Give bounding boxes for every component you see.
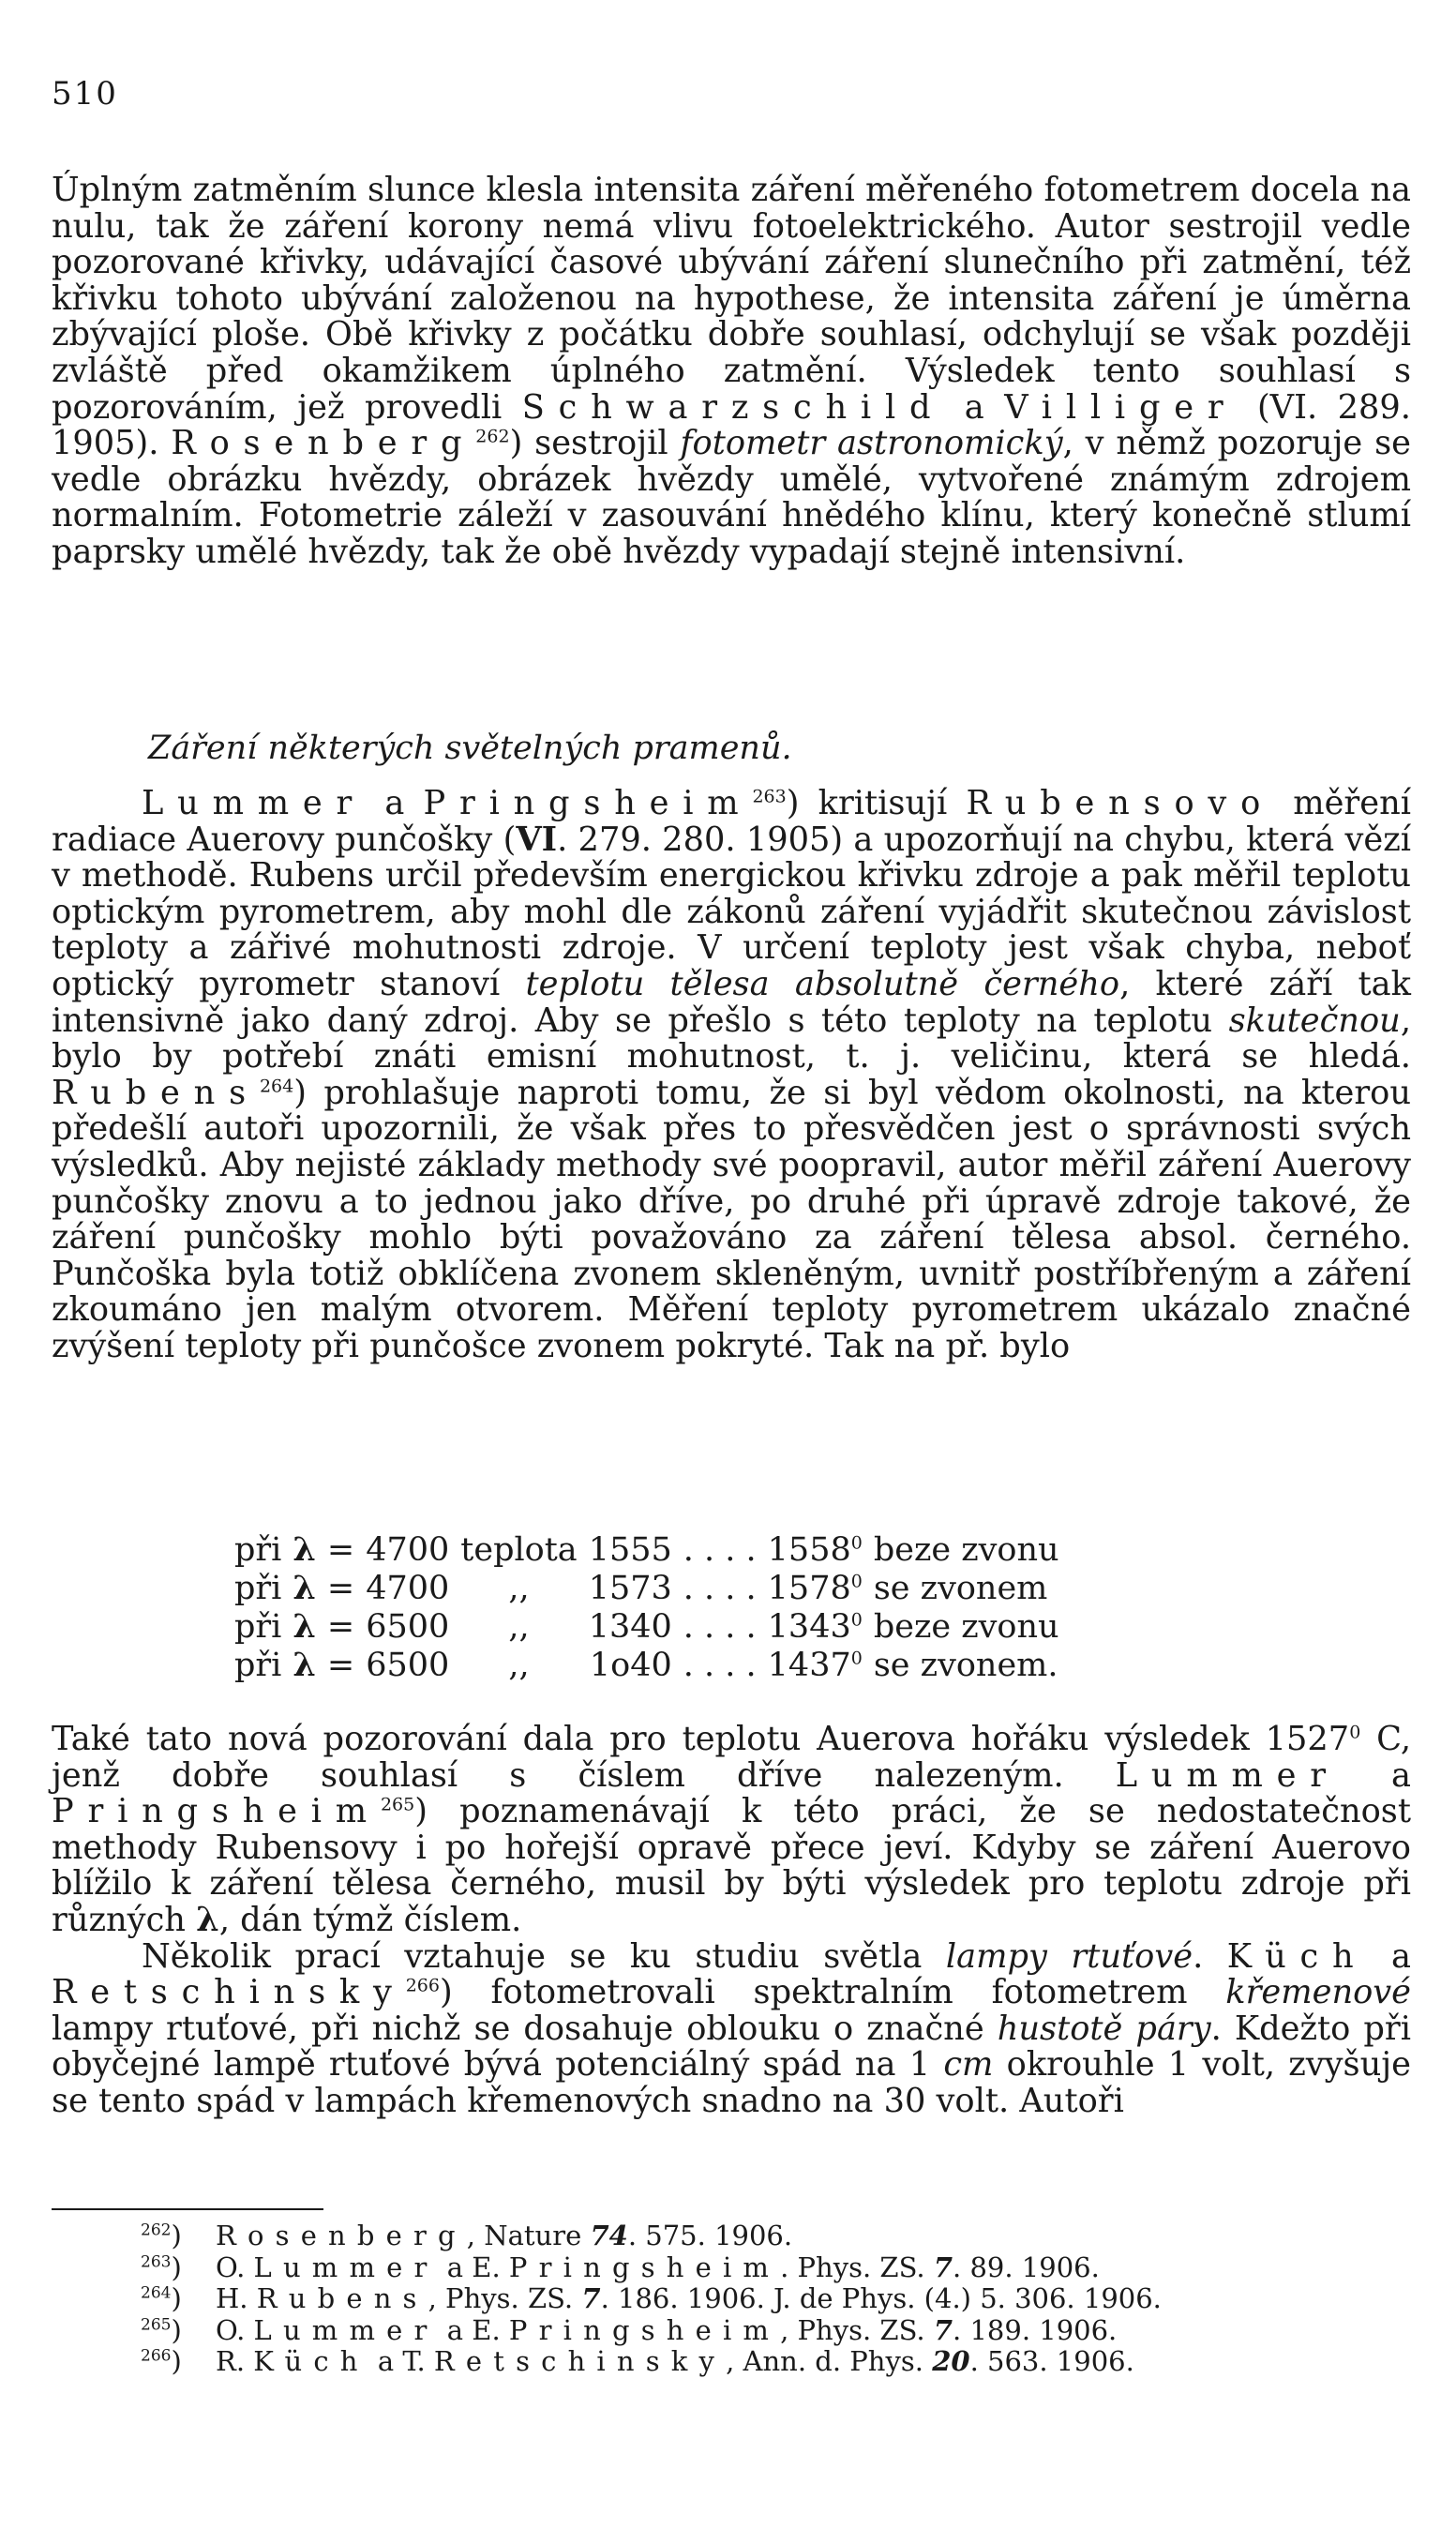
- footnote-divider: [52, 2208, 323, 2210]
- paragraph-auer-mantle: Lummer a Pringsheim$^{263}$) kritisují Rubensovo měření radiace Auerovy punčošky (VI. 279. 280. 1905) a upozorňují na chybu, která vězí v methodě. Rubens určil především energickou křivku zdroje a pak měřil teplotu optickým pyrometrem, aby mohl dle zákonů záření vyjádřit skutečnou závislost teploty a zářivé mohutnosti zdroje. V určení teploty jest však chyba, neboť optický pyrometr stanoví teplotu tělesa absolutně černého, které září tak intensivně jako daný zdroj. Aby se přešlo s této teploty na teplotu skutečnou, bylo by potřebí znáti emisní mohutnost, t. j. veličinu, která se hledá. Rubens$^{264}$) prohlašuje naproti tomu, že si byl vědom okolnosti, na kterou předešlí autoři upozornili, že však přes to přesvědčen jest o správnosti svých výsledků. Aby nejisté základy methody své poopravil, autor měřil záření Auerovy punčošky znovu a to jednou jako dříve, po druhé při úpravě zdroje takové, že záření punčošky mohlo býti považováno za záření tělesa absol. černého. Punčoška byla totiž obklíčena zvonem skleněným, uvnitř postříbřeným a záření zkoumáno jen malým otvorem. Měření teploty pyrometrem ukázalo značné zvýšení teploty při punčošce zvonem pokryté. Tak na př. bylo: [52, 784, 1411, 1365]
- page-number: 510: [52, 75, 118, 113]
- footnote: $^{263}$) O. Lummer a E. Pringsheim. Phys. ZS. 7. 89. 1906.: [141, 2251, 1100, 2283]
- footnote: $^{266}$) R. Küch a T. Retschinsky, Ann. d. Phys. 20. 563. 1906.: [141, 2345, 1134, 2377]
- author-name: Schwarzschild: [521, 387, 945, 427]
- section-heading: Záření některých světelných pramenů.: [148, 730, 792, 767]
- footnote: $^{262}$) Rosenberg, Nature 74. 575. 1906.: [141, 2220, 793, 2251]
- table-row: při λ = 6500 ,, 1340 . . . . 1343$^0$ beze zvonu: [234, 1607, 1059, 1646]
- author-name: Rubensovo: [966, 784, 1275, 822]
- table-row: při λ = 4700 ,, 1573 . . . . 1578$^0$ se zvonem: [234, 1569, 1048, 1607]
- footnote-ref: 266: [405, 1975, 440, 1996]
- author-name: Pringsheim: [423, 784, 753, 822]
- author-name: Pringsheim: [52, 1792, 381, 1831]
- author-name: Küch: [1226, 1936, 1368, 1976]
- footnote: $^{265}$) O. Lummer a E. Pringsheim, Phys. ZS. 7. 189. 1906.: [141, 2313, 1118, 2346]
- author-name: Lummer: [142, 784, 367, 822]
- table-row: při λ = 4700 teplota 1555 . . . . 1558$^0$ beze zvonu: [234, 1530, 1059, 1569]
- author-name: Rubens: [52, 1073, 260, 1112]
- footnote-ref: 262: [475, 426, 510, 447]
- footnote-ref: 263: [752, 786, 787, 807]
- footnotes: [141, 2220, 1162, 2378]
- measurement-table: [234, 1530, 1071, 1684]
- paragraph-auer-result: Také tato nová pozorování dala pro teplotu Auerova hořáku výsledek 1527$^0$ C, jenž dobře souhlasí s číslem dříve nalezeným. Lummer a Pringsheim$^{265}$) poznamenávají k této práci, že se nedostatečnost methody Rubensovy i po hořejší opravě přece jeví. Kdyby se záření Auerovo blížilo k záření tělesa černého, musil by býti výsledek pro teplotu zdroje při různých λ, dán týmž číslem. Několik prací vztahuje se ku studiu světla lampy rtuťové. Küch a Retschinsky$^{266}$) fotometrovali spektralním fotometrem křemenové lampy rtuťové, při nichž se dosahuje oblouku o značné hustotě páry. Kdežto při obyčejné lampě rtuťové bývá potenciálný spád na 1 cm okrouhle 1 volt, zvyšuje se tento spád v lampách křemenových snadno na 30 volt. Autoři: [52, 1720, 1412, 2120]
- author-name: Villiger: [1004, 387, 1238, 427]
- footnote: $^{264}$) H. Rubens, Phys. ZS. 7. 186. 1906. J. de Phys. (4.) 5. 306. 1906.: [141, 2282, 1162, 2314]
- author-name: Rosenberg: [171, 424, 476, 463]
- footnote-ref: 265: [380, 1794, 415, 1815]
- table-row: při λ = 6500 ,, 1o40 . . . . 1437$^0$ se zvonem.: [234, 1646, 1058, 1684]
- author-name: Retschinsky: [52, 1973, 406, 2012]
- footnote-ref: 264: [259, 1076, 294, 1097]
- paragraph-eclipse-photometry: Úplným zatměním slunce klesla intensita záření měřeného fotometrem docela na nulu, tak že záření korony nemá vlivu fotoelektrického. Autor sestrojil vedle pozorované křivky, udávající časové ubývání záření slunečního při zatmění, též křivku tohoto ubývání založenou na hypothese, že intensita záření je úměrna zbývající ploše. Obě křivky z počátku dobře souhlasí, odchylují se však později zvláště před okamžikem úplného zatmění. Výsledek tento souhlasí s pozorováním, jež provedli Schwarzschild a Villiger (VI. 289. 1905). Rosenberg$^{262}$) sestrojil fotometr astronomický, v němž pozoruje se vedle obrázku hvězdy, obrázek hvězdy umělé, vytvořené známým zdrojem normalním. Fotometrie záleží v zasouvání hnědého klínu, který konečně stlumí paprsky umělé hvězdy, tak že obě hvězdy vypadají stejně intensivní.: [52, 171, 1411, 571]
- author-name: Lummer: [1115, 1755, 1340, 1795]
